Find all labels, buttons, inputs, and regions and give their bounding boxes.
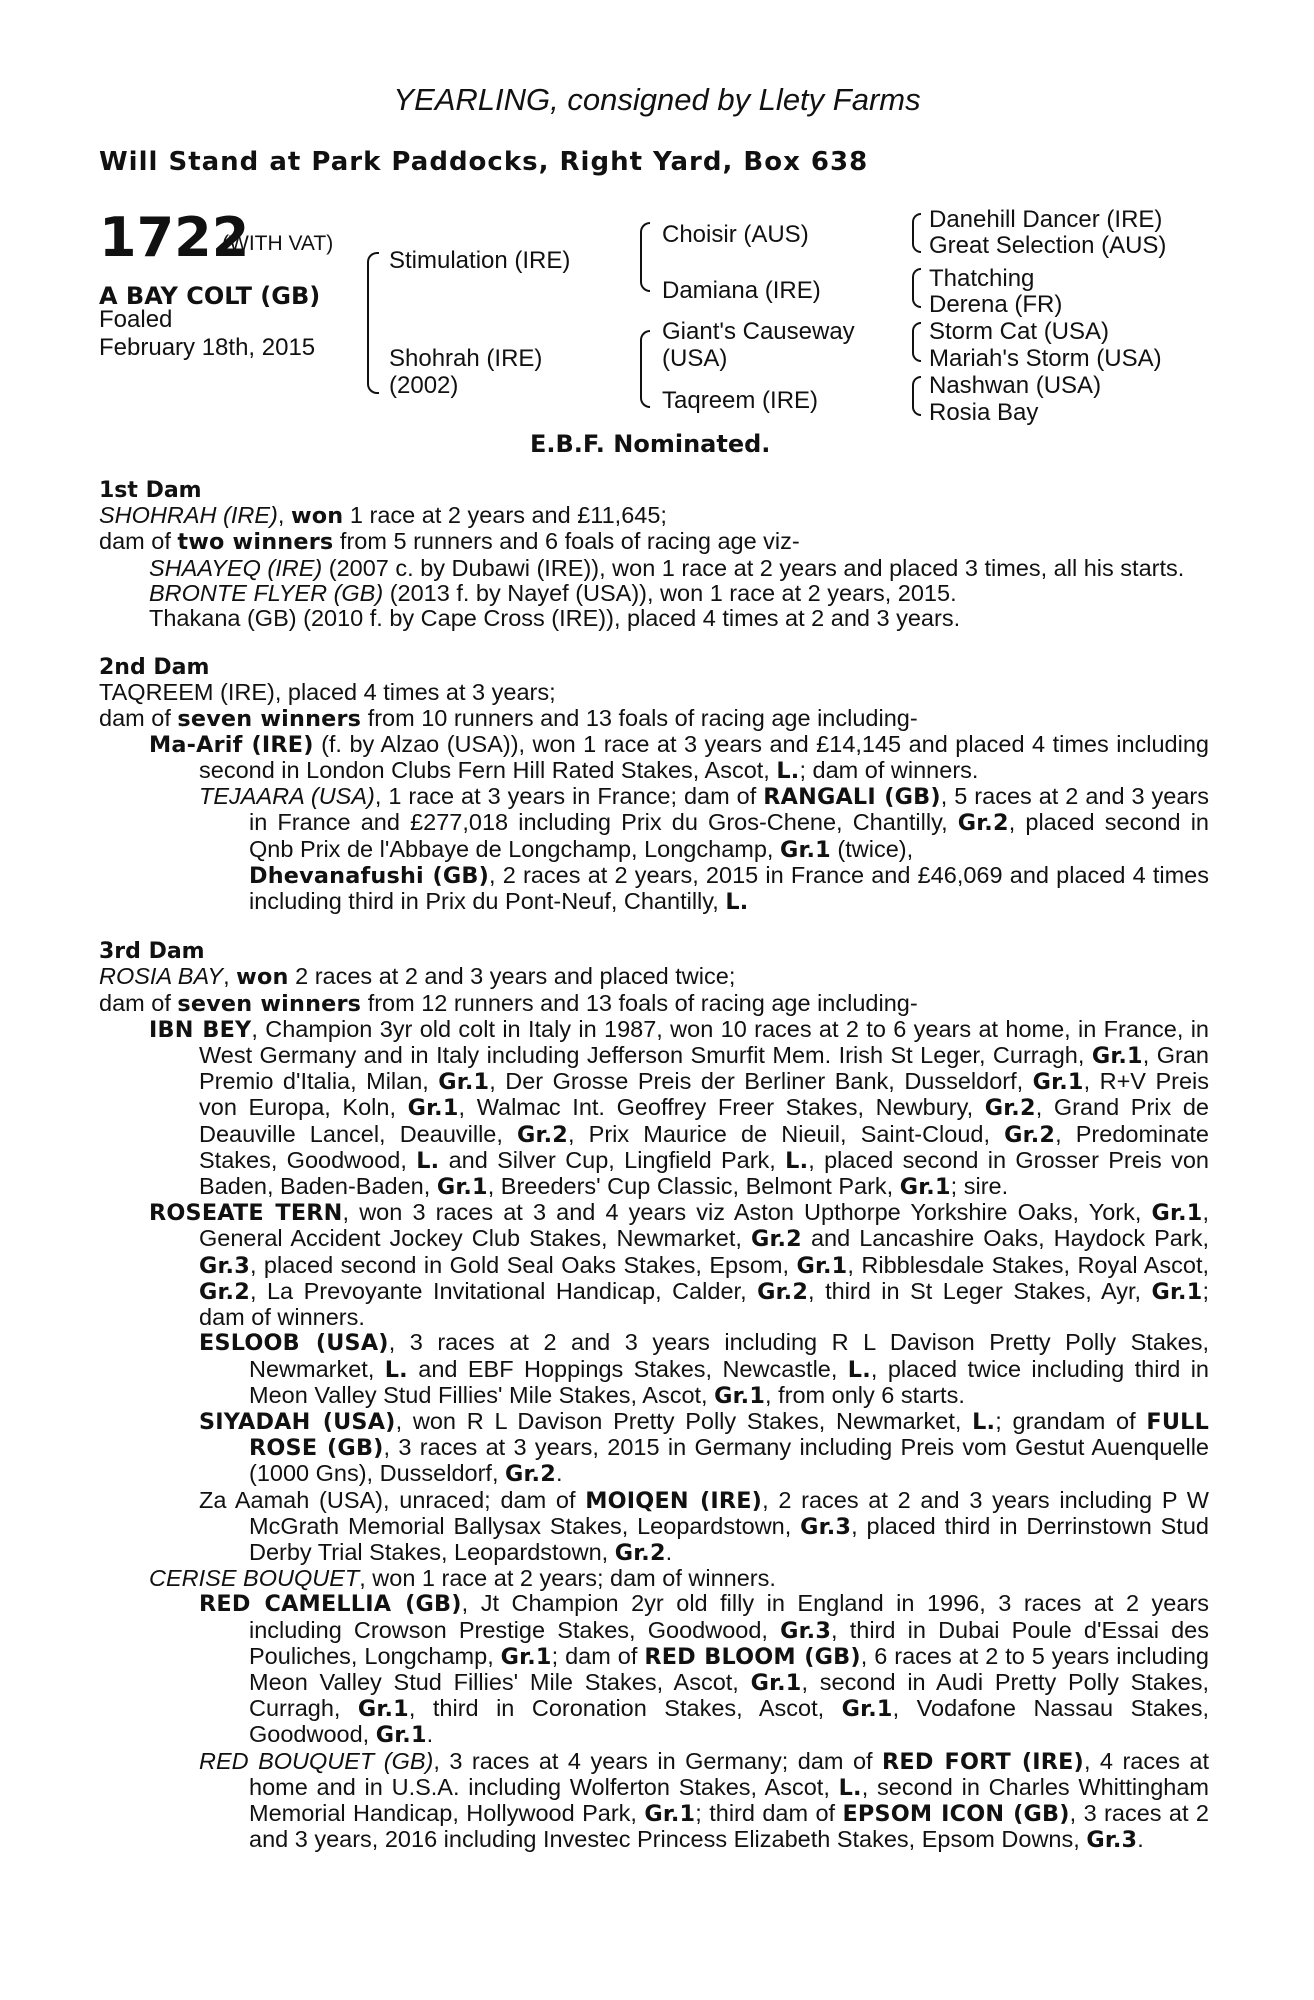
text: , La Prevoyante Invitational Handicap, Calder, [249,1277,758,1304]
third-dam-produce [99,991,1209,1017]
grand-offspring-red-camellia [99,1591,1209,1748]
text-bold: Gr.2 [750,1226,802,1253]
pedigree-dds: Nashwan (USA) [929,372,1102,399]
second-dam-record: TAQREEM (IRE), placed 4 times at 3 years; [99,679,556,706]
pedigree-sire: Stimulation (IRE) [389,247,571,274]
text: (2013 f. by Nayef (USA)), won 1 race at 2 years, 2015. [383,579,957,606]
pedigree-brace-ds [912,322,921,362]
text: ; dam of winners. [799,757,979,784]
text-bold: Gr.3 [800,1513,852,1540]
text-bold: Gr.1 [841,1696,893,1723]
text: , 3 races at 4 years in Germany; dam of [433,1747,883,1774]
text: ; third dam of [695,1799,843,1826]
text: , 4 races at home and in U.S.A. including Wolferton Stakes, Ascot, [249,1747,1210,1800]
text-bold: Gr.2 [505,1461,556,1488]
text-bold: Gr.1 [750,1669,802,1696]
second-dam-produce [99,706,1209,732]
text-italic: SHAAYEQ (IRE) [149,554,323,581]
text-bold: RED FORT (IRE) [882,1748,1084,1775]
text-bold: Gr.2 [984,1095,1036,1122]
text: , Der Grosse Preis der Berliner Bank, Dusseldorf, [489,1068,1033,1095]
pedigree-dam-sire-name: Giant's Causeway [662,318,855,345]
page-title: YEARLING, consigned by Llety Farms [393,82,921,117]
first-dam-offspring [99,581,1209,606]
text: and Silver Cup, Lingfield Park, [439,1146,786,1173]
text: . [665,1538,673,1565]
pedigree-dam-sire [662,318,855,372]
pedigree-dam [389,345,542,399]
text: and Lancashire Oaks, Haydock Park, [801,1225,1209,1252]
text-bold: MOIQEN (IRE) [585,1487,763,1514]
text: (f. by Alzao (USA)), won 1 race at 3 years and £14,145 and placed 4 times including second in London Clubs Fern Hill Rated Stakes, Ascot, [199,730,1209,784]
text-bold: EPSOM ICON (GB) [842,1800,1070,1827]
text: ; dam of [551,1642,645,1669]
pedigree-dss: Storm Cat (USA) [929,318,1110,345]
pedigree-sire-sire: Choisir (AUS) [662,221,809,248]
text: Za Aamah (USA), unraced; dam of [199,1486,586,1513]
text-bold: Gr.1 [375,1722,427,1749]
pedigree-ssd: Great Selection (AUS) [929,232,1167,259]
text: ; grandam of [995,1407,1147,1434]
pedigree-dam-name: Shohrah (IRE) [389,345,543,372]
pedigree-dam-sire-origin: (USA) [662,345,728,372]
text: , 1 race at 3 years in France; dam of [374,783,764,810]
text-bold: Gr.2 [614,1539,666,1566]
lot-name: A BAY COLT (GB) [99,282,321,310]
text: , second in Charles Whittingham Memorial Handicap, Hollywood Park, [249,1773,1210,1826]
ebf-nominated: E.B.F. Nominated. [530,430,771,458]
pedigree-brace-sire [640,222,650,292]
text-bold: Gr.2 [757,1278,809,1305]
text: 1 race at 2 years and £11,645; [343,502,667,529]
text: , Breeders' Cup Classic, Belmont Park, [487,1173,900,1200]
text-italic: TEJAARA (USA) [199,783,375,810]
text-bold: Gr.1 [436,1174,488,1201]
text: , Champion 3yr old colt in Italy in 1987, won 10 races at 2 to 6 years at home, in France, in West Germany and in Italy including Jefferson Smurfit Mem. Irish St Leger, Curragh, [199,1015,1209,1069]
text-bold: L. [776,758,800,785]
first-dam-produce [99,529,1209,555]
text: , Vodafone Nassau Stakes, Goodwood, [249,1695,1209,1748]
text: dam of [99,989,178,1016]
text: , placed third in Derrinstown Stud Derby Trial Stakes, Leopardstown, [249,1512,1209,1565]
text: , Predominate Stakes, Goodwood, [199,1120,1210,1173]
foaled-label: Foaled [99,306,173,333]
text: , Walmac Int. Geoffrey Freer Stakes, Newbury, [458,1094,985,1121]
text-bold: Dhevanafushi (GB) [249,862,490,889]
third-dam-record [99,964,1209,990]
text: . [426,1721,434,1748]
text-bold: L. [725,889,749,916]
text-bold: Gr.3 [1086,1827,1138,1854]
text: , 3 races at 2 and 3 years including R L Davison Pretty Polly Stakes, Newmarket, [249,1329,1209,1382]
text-bold: won [236,964,289,991]
second-dam-offspring [99,732,1209,784]
text: , [223,963,237,990]
pedigree-dam-year: (2002) [389,372,459,399]
text-bold: L. [847,1356,871,1383]
pedigree-notes [99,478,1209,1853]
text: . [1137,1826,1144,1853]
text: , placed second in Qnb Prix de l'Abbaye de Longchamp, Longchamp, [249,809,1209,862]
text-bold: seven winners [177,990,362,1017]
pedigree-sss: Danehill Dancer (IRE) [929,206,1163,233]
pedigree-sds: Thatching [929,265,1035,292]
third-dam-offspring-cerise-bouquet [99,1566,1209,1591]
third-dam-offspring-ibn-bey [99,1017,1209,1200]
text: , 2 races at 2 and 3 years including P W McGrath Memorial Ballysax Stakes, Leopardstown, [249,1486,1209,1539]
text-bold: L. [972,1408,996,1435]
pedigree-sdd: Derena (FR) [929,291,1063,318]
text: , won 1 race at 2 years; dam of winners. [359,1565,776,1592]
text: , third in St Leger Stakes, Ayr, [808,1277,1152,1304]
text-bold: Gr.1 [500,1643,552,1670]
second-dam-offspring [99,784,1209,863]
text-bold: RED CAMELLIA (GB) [199,1591,462,1618]
text-bold: Gr.1 [796,1252,848,1279]
text: , 6 races at 2 to 5 years including Meon Valley Stud Fillies' Mile Stakes, Ascot, [249,1642,1209,1695]
text: , placed twice including third in Meon Valley Stud Fillies' Mile Stakes, Ascot, [249,1355,1209,1408]
text: , Prix Maurice de Nieuil, Saint-Cloud, [567,1120,1005,1147]
text-bold: seven winners [177,705,362,732]
second-dam-heading: 2nd Dam [99,655,210,681]
first-dam-offspring: Thakana (GB) (2010 f. by Cape Cross (IRE)), placed 4 times at 2 and 3 years. [149,605,961,632]
first-dam-heading: 1st Dam [99,478,202,503]
grand-offspring-esloob [99,1330,1209,1409]
text-bold: IBN BEY [149,1016,252,1043]
pedigree-brace-dam [640,330,650,408]
text-bold: RANGALI (GB) [763,784,941,811]
lot-number: 1722 [99,206,250,269]
text-bold: Gr.1 [1151,1278,1203,1305]
text-bold: Ma-Arif (IRE) [149,731,314,758]
text-bold: Gr.2 [517,1121,568,1148]
text: , 3 races at 2 and 3 years, 2016 including Investec Princess Elizabeth Stakes, Epsom Downs, [249,1799,1209,1853]
text: dam of [99,704,178,731]
first-dam-name: SHOHRAH (IRE) [99,502,278,529]
text-italic: RED BOUQUET (GB) [199,1747,434,1774]
text-bold: Gr.1 [899,1174,951,1201]
text: and EBF Hoppings Stakes, Newcastle, [407,1355,848,1382]
text: , Jt Champion 2yr old filly in England in 1996, 3 races at 2 years including Crowson Prestige Stakes, Goodwood, [249,1590,1209,1643]
grand-offspring-za-aamah [99,1488,1209,1567]
pedigree-brace-dd [912,376,921,416]
text: , 3 races at 3 years, 2015 in Germany including Preis vom Gestut Auenquelle (1000 Gns), Dusseldorf, [249,1434,1209,1487]
text-bold: L. [416,1147,440,1174]
text-bold: Gr.1 [1151,1200,1203,1227]
text: , 5 races at 2 and 3 years in France and £277,018 including Prix du Gros-Chene, Chantilly, [249,783,1209,836]
text-bold: Gr.1 [438,1069,490,1096]
third-dam-heading: 3rd Dam [99,939,205,965]
text-bold: won [290,503,344,530]
first-dam-offspring [99,556,1209,581]
vat-note: (WITH VAT) [222,232,334,255]
text-italic: BRONTE FLYER (GB) [149,579,384,606]
text-bold: Gr.2 [199,1278,250,1305]
text: , General Accident Jockey Club Stakes, Newmarket, [199,1199,1209,1252]
text-bold: Gr.1 [1032,1069,1084,1096]
text: , won 3 races at 3 and 4 years viz Aston Upthorpe Yorkshire Oaks, York, [342,1199,1152,1226]
text-bold: Gr.1 [357,1696,409,1723]
first-dam-record [99,503,1209,529]
grand-offspring-siyadah [99,1409,1209,1488]
text-bold: ROSEATE TERN [149,1200,343,1227]
pedigree-sire-dam: Damiana (IRE) [662,277,821,304]
text-italic: CERISE BOUQUET [149,1565,360,1592]
text: , R+V Preis von Europa, Koln, [199,1068,1209,1121]
text: , Ribblesdale Stakes, Royal Ascot, [847,1251,1210,1278]
text-bold: Gr.2 [957,810,1009,837]
text-bold: Gr.1 [407,1095,459,1122]
text-bold: two winners [177,529,334,556]
text-bold: Gr.3 [780,1617,832,1644]
text-bold: L. [785,1147,809,1174]
text-italic: ROSIA BAY [99,963,224,990]
text: . [555,1460,563,1487]
text: , won R L Davison Pretty Polly Stakes, Newmarket, [395,1407,973,1434]
text-bold: Gr.1 [644,1800,696,1827]
text-bold: L. [838,1774,862,1801]
text: , Grand Prix de Deauville Lancel, Deauville, [199,1094,1209,1147]
text-bold: Gr.1 [779,836,831,863]
text: , from only 6 starts. [765,1381,965,1408]
pedigree-dam-dam: Taqreem (IRE) [662,387,819,414]
text: , placed second in Grosser Preis von Baden, Baden-Baden, [199,1146,1209,1200]
grand-offspring-red-bouquet [99,1749,1209,1854]
text-bold: ESLOOB (USA) [199,1330,389,1357]
text-bold: Gr.1 [1091,1043,1143,1070]
pedigree-brace-gen1 [367,252,379,394]
text-bold: Gr.3 [199,1252,250,1279]
pedigree-dsd: Mariah's Storm (USA) [929,345,1162,372]
text: from 10 runners and 13 foals of racing age including- [361,704,918,731]
text: , third in Dubai Poule d'Essai des Pouliches, Longchamp, [249,1616,1209,1669]
text: from 12 runners and 13 foals of racing age including- [361,989,918,1016]
foaled-date: February 18th, 2015 [99,334,316,361]
text: , Gran Premio d'Italia, Milan, [199,1042,1209,1095]
text: , [277,502,291,529]
pedigree-brace-sd [912,268,921,308]
second-dam-grand-offspring [99,863,1209,915]
text: (2007 c. by Dubawi (IRE)), won 1 race at 2 years and placed 3 times, all his starts. [322,554,1185,581]
text-bold: SIYADAH (USA) [199,1408,396,1435]
text: ; dam of winners. [199,1277,1209,1331]
text-bold: FULL ROSE (GB) [249,1408,1210,1462]
pedigree-brace-ss [912,213,921,253]
text: 2 races at 2 and 3 years and placed twice; [288,963,736,990]
text-bold: RED BLOOM (GB) [644,1643,861,1670]
text-bold: L. [384,1356,408,1383]
text-bold: Gr.2 [1004,1121,1056,1148]
stand-location: Will Stand at Park Paddocks, Right Yard, Box 638 [99,147,869,177]
text: ; sire. [950,1173,1009,1200]
text: (twice), [830,835,914,862]
pedigree-ddd: Rosia Bay [929,399,1039,426]
text: , 2 races at 2 years, 2015 in France and £46,069 and placed 4 times including third in Prix du Pont-Neuf, Chantilly, [249,861,1210,915]
text: dam of [99,528,178,555]
text: , second in Audi Pretty Polly Stakes, Curragh, [249,1668,1209,1722]
third-dam-offspring-roseate-tern [99,1200,1209,1330]
text: , placed second in Gold Seal Oaks Stakes, Epsom, [249,1251,797,1278]
text-bold: Gr.1 [714,1382,766,1409]
text: from 5 runners and 6 foals of racing age viz- [333,528,800,555]
text: , third in Coronation Stakes, Ascot, [408,1695,842,1722]
foaled-info [99,306,315,362]
